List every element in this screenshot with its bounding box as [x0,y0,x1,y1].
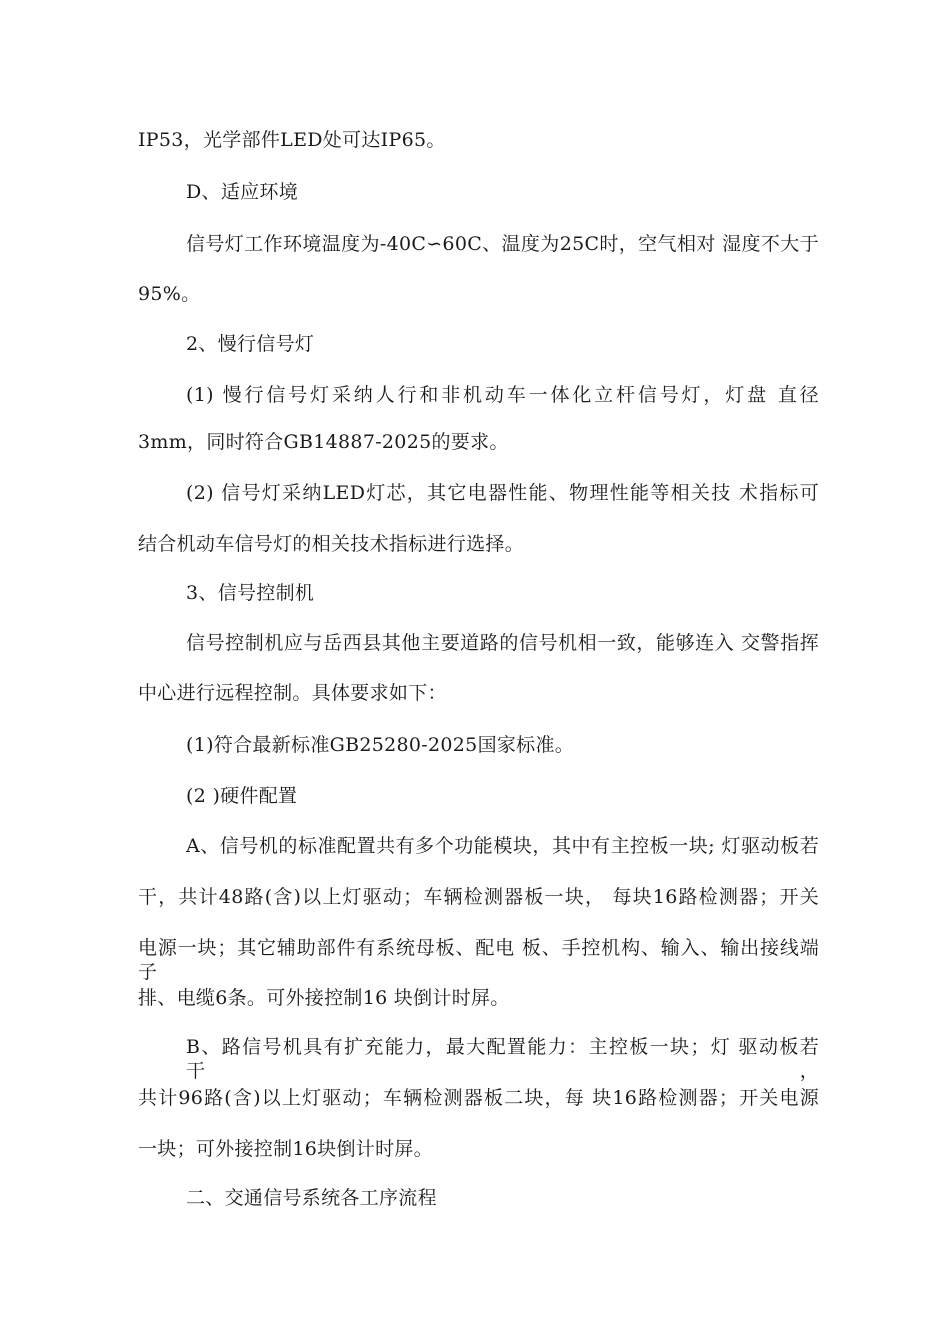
section-heading: D、适应环境 [186,181,299,203]
text-line: 结合机动车信号灯的相关技术指标进行选择。 [138,533,525,555]
text-line: 信号灯工作环境温度为-40C∽60C、温度为25C时，空气相对 湿度不大于 [186,233,819,255]
text-line: 一块；可外接控制16块倒计时屏。 [138,1138,433,1160]
text-line: 干，共计48路(含)以上灯驱动；车辆检测器板一块， 每块16路检测器；开关 [138,886,819,908]
text-line: (2) 信号灯采纳LED灯芯，其它电器性能、物理性能等相关技 术指标可 [186,482,819,504]
text-line: A、信号机的标准配置共有多个功能模块，其中有主控板一块; 灯驱动板若 [186,835,819,857]
text-line: 3mm，同时符合GB14887-2025的要求。 [138,431,509,453]
text-line: (2 )硬件配置 [186,785,298,807]
section-heading: 二、交通信号系统各工序流程 [186,1187,437,1209]
text-line: 共计96路(含)以上灯驱动；车辆检测器板二块，每 块16路检测器；开关电源 [138,1087,819,1109]
text-line: 信号控制机应与岳西县其他主要道路的信号机相一致，能够连入 交警指挥 [186,632,819,654]
text-line: 95%。 [138,283,201,305]
text-line: B、路信号机具有扩充能力，最大配置能力：主控板一块；灯 驱动板若干， [186,1036,819,1082]
text-line: 排、电缆6条。可外接控制16 块倒计时屏。 [138,987,510,1009]
text-line: 中心进行远程控制。具体要求如下： [138,682,447,704]
section-heading: 3、信号控制机 [186,582,315,604]
text-line: (1)符合最新标准GB25280-2025国家标准。 [186,734,575,756]
text-line: IP53，光学部件LED处可达IP65。 [138,129,446,151]
text-line: (1) 慢行信号灯采纳人行和非机动车一体化立杆信号灯，灯盘 直径 [186,384,819,406]
text-line: 电源一块；其它辅助部件有系统母板、配电 板、手控机构、输入、输出接线端子 [138,937,819,983]
section-heading: 2、慢行信号灯 [186,333,315,355]
